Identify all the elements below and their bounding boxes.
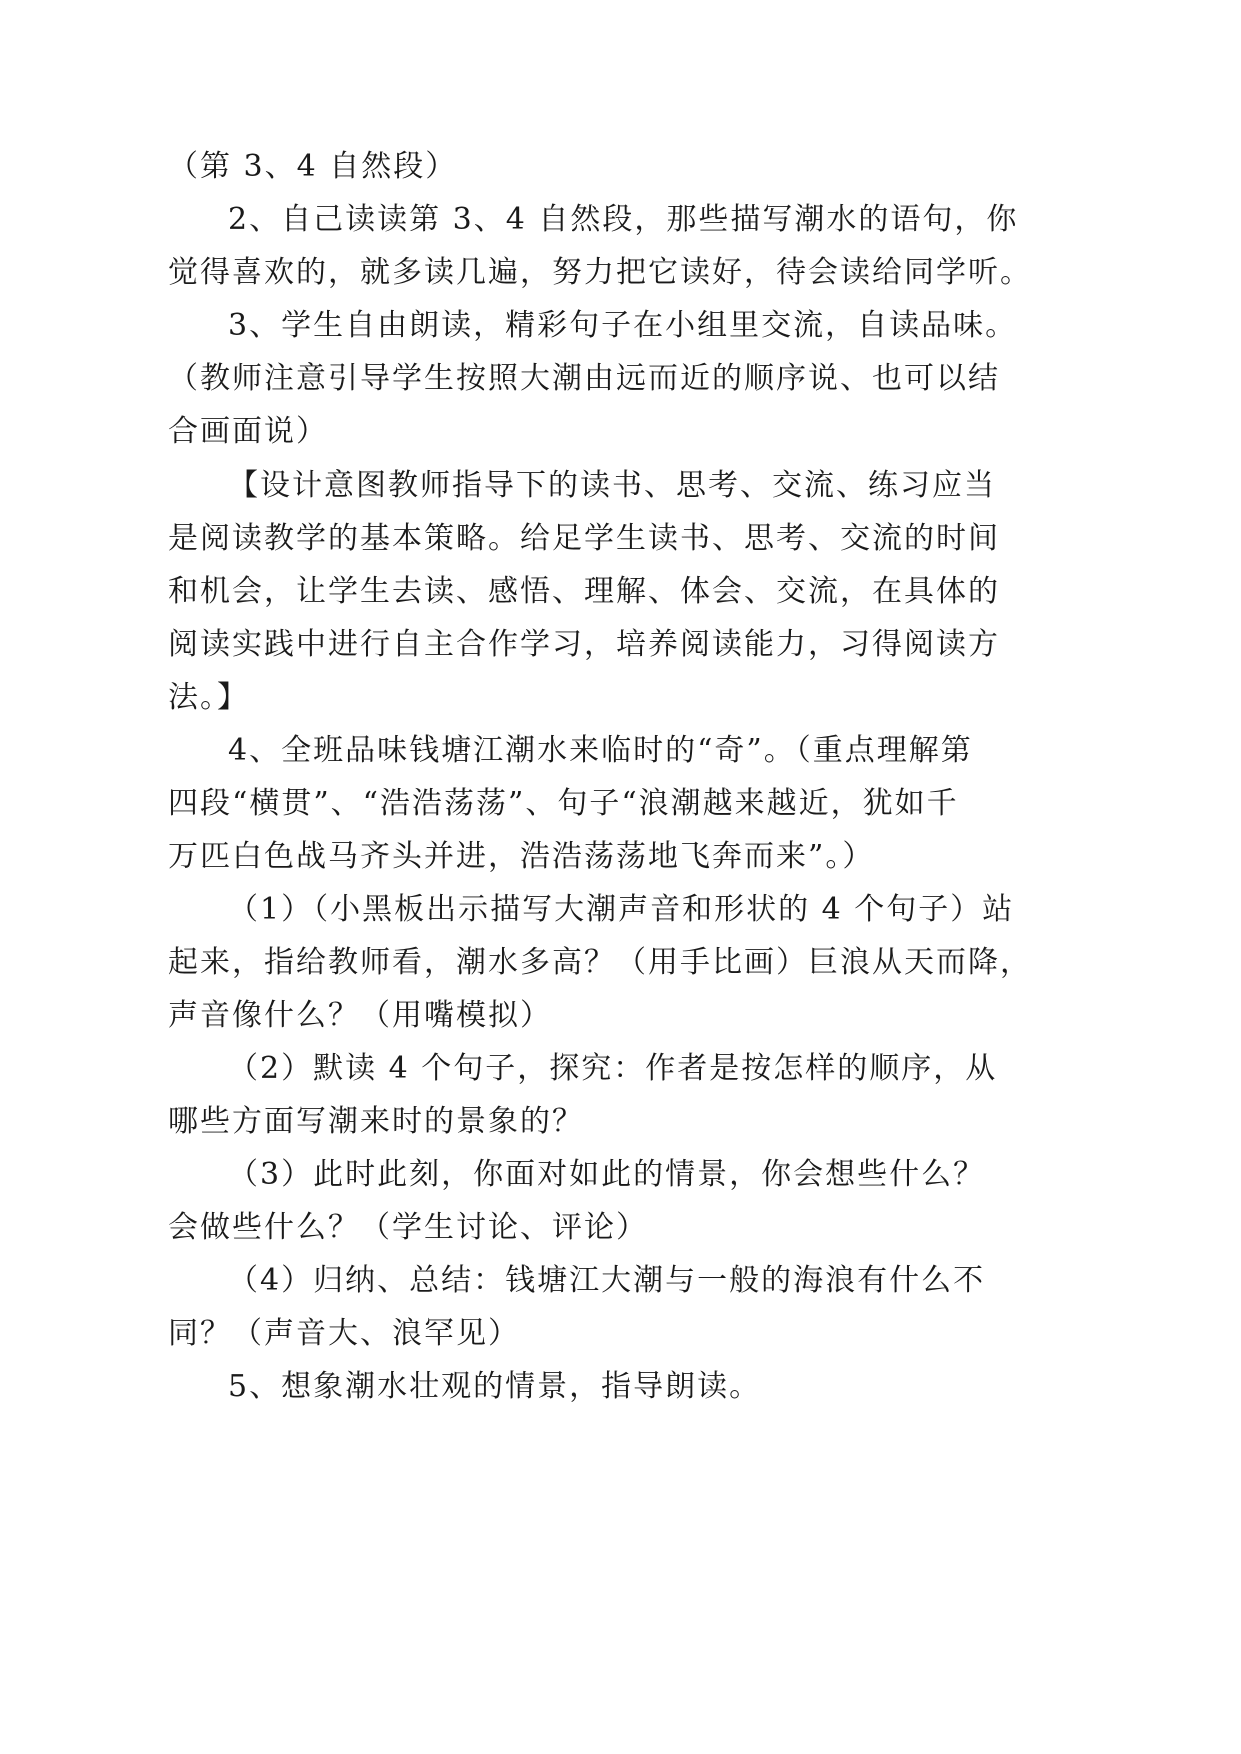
- text-line: 和机会，让学生去读、感悟、理解、体会、交流，在具体的: [168, 574, 1000, 609]
- text-line: 【设计意图教师指导下的读书、思考、交流、练习应当: [228, 468, 996, 503]
- text-line: （1）（小黑板出示描写大潮声音和形状的 4 个句子）站: [228, 892, 1015, 927]
- text-line: 是阅读教学的基本策略。给足学生读书、思考、交流的时间: [168, 521, 1000, 556]
- text-line: 起来，指给教师看，潮水多高？（用手比画）巨浪从天而降，: [168, 945, 1032, 980]
- text-line: 觉得喜欢的，就多读几遍，努力把它读好，待会读给同学听。: [168, 255, 1032, 290]
- text-line: 同？（声音大、浪罕见）: [168, 1316, 520, 1351]
- text-line: 阅读实践中进行自主合作学习，培养阅读能力，习得阅读方: [168, 627, 1000, 662]
- text-line: 哪些方面写潮来时的景象的？: [168, 1104, 584, 1139]
- text-line: 5、想象潮水壮观的情景，指导朗读。: [228, 1369, 762, 1404]
- text-line: 4、全班品味钱塘江潮水来临时的“奇”。（重点理解第: [228, 733, 973, 768]
- text-line: 四段“横贯”、“浩浩荡荡”、句子“浪潮越来越近，犹如千: [168, 786, 959, 821]
- text-line: 会做些什么？（学生讨论、评论）: [168, 1210, 648, 1245]
- text-line: 2、自己读读第 3、4 自然段，那些描写潮水的语句，你: [228, 202, 1019, 237]
- text-line: （教师注意引导学生按照大潮由远而近的顺序说、也可以结: [168, 361, 1000, 396]
- text-line: 法。】: [168, 680, 249, 715]
- text-line: （2）默读 4 个句子，探究：作者是按怎样的顺序，从: [228, 1051, 998, 1086]
- text-line: （第 3、4 自然段）: [168, 149, 458, 184]
- text-line: 3、学生自由朗读，精彩句子在小组里交流，自读品味。: [228, 308, 1018, 343]
- text-line: 合画面说）: [168, 414, 328, 449]
- text-line: 声音像什么？（用嘴模拟）: [168, 998, 552, 1033]
- text-line: （3）此时此刻，你面对如此的情景，你会想些什么？: [228, 1157, 986, 1192]
- text-line: （4）归纳、总结：钱塘江大潮与一般的海浪有什么不: [228, 1263, 986, 1298]
- text-line: 万匹白色战马齐头并进，浩浩荡荡地飞奔而来”。）: [168, 839, 875, 874]
